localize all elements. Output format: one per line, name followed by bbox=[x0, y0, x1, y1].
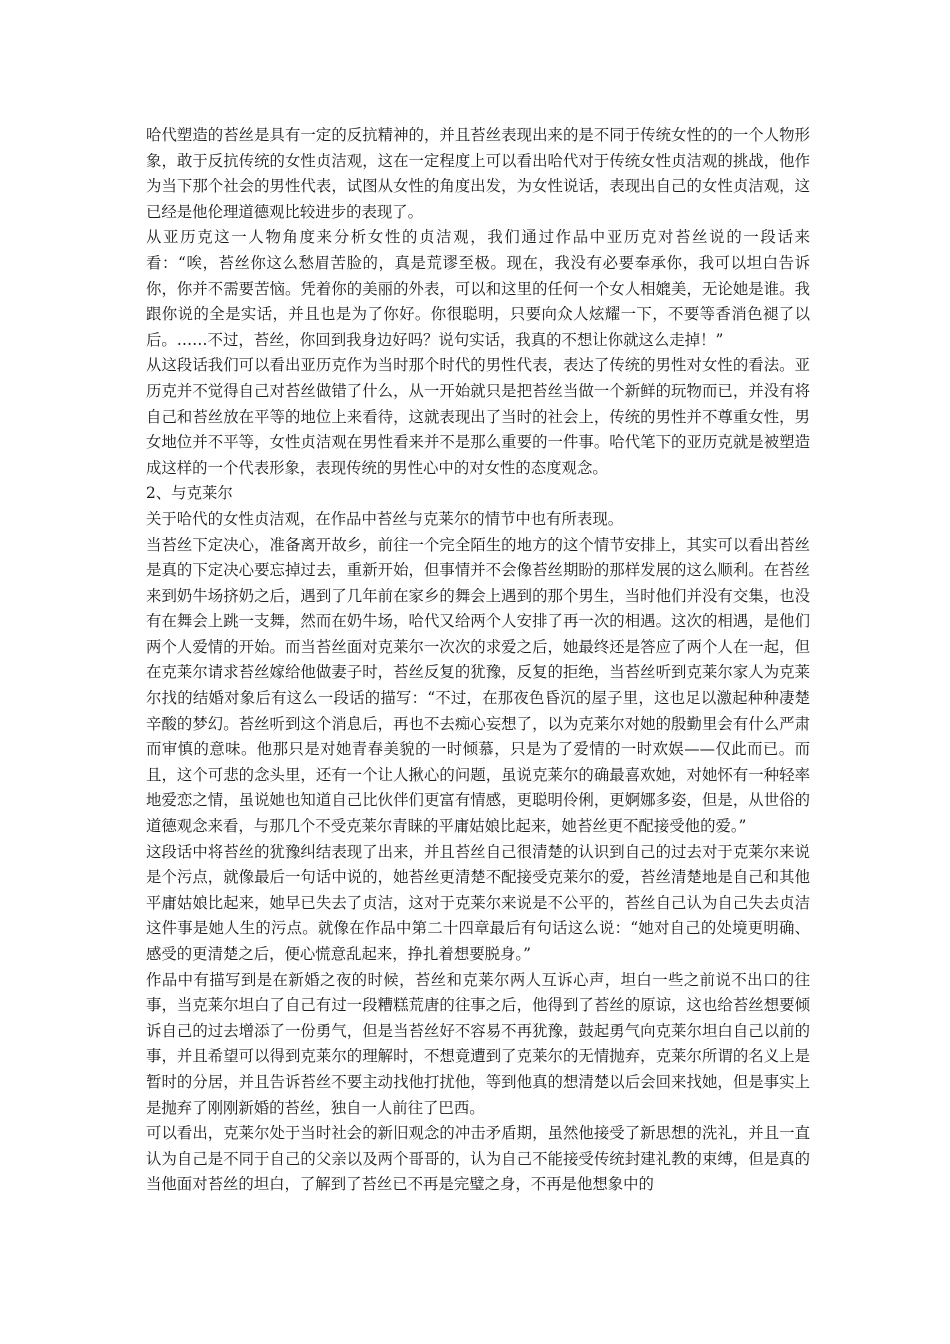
paragraph-tess-leaves-home: 当苔丝下定决心，准备离开故乡，前往一个完全陌生的地方的这个情节安排上，其实可以看出苔丝是真的下定决心要忘掉过去，重新开始，但事情并不会像苔丝期盼的那样发展的这么顺利。在苔丝来到奶牛场挤奶之后，遇到了几年前在家乡的舞会上遇到的那个男生，当时他们并没有交集，也没有在舞会上跳一支舞，然而在奶牛场，哈代又给两个人安排了再一次的相遇。这次的相遇，是他们两个人爱情的开始。而当苔丝面对克莱尔一次次的求爱之后，她最终还是答应了两个人在一起，但在克莱尔请求苔丝嫁给他做妻子时，苔丝反复的犹豫，反复的拒绝，当苔丝听到克莱尔家人为克莱尔找的结婚对象后有这么一段话的描写：“不过，在那夜色昏沉的屋子里，这也足以激起种种凄楚辛酸的梦幻。苔丝听到这个消息后，再也不去痴心妄想了，以为克莱尔对她的殷勤里会有什么严肃而审慎的意味。他那只是对她青春美貌的一时倾慕，只是为了爱情的一时欢娱——仅此而已。而且，这个可悲的念头里，还有一个让人揪心的问题，虽说克莱尔的确最喜欢她，对她怀有一种轻率地爱恋之情，虽说她也知道自己比伙伴们更富有情感，更聪明伶俐，更婀娜多姿，但是，从世俗的道德观念来看，与那几个不受克莱尔青睐的平庸姑娘比起来，她苔丝更不配接受他的爱。” bbox=[146, 535, 810, 836]
paragraph-clare-intro: 关于哈代的女性贞洁观，在作品中苔丝与克莱尔的情节中也有所表现。 bbox=[146, 509, 624, 528]
paragraph-tess-hesitation: 这段话中将苔丝的犹豫纠结表现了出来，并且苔丝自己很清楚的认识到自己的过去对于克莱尔来说是个污点，就像最后一句话中说的，她苔丝更清楚不配接受克莱尔的爱，苔丝清楚地是自己和其他平庸姑娘比起来，她早已失去了贞洁，这对于克莱尔来说是不公平的，苔丝自己认为自己失去贞洁这件事是她人生的污点。就像在作品中第二十四章最后有句话这么说：“她对自己的处境更明确、感受的更清楚之后，便心慌意乱起来，挣扎着想要脱身。” bbox=[146, 842, 810, 963]
paragraph-alec-speech: 从亚历克这一人物角度来分析女性的贞洁观，我们通过作品中亚历克对苔丝说的一段话来看：“唉，苔丝你这么愁眉苦脸的，真是荒谬至极。现在，我没有必要奉承你，我可以坦白告诉你，你并不需要苦恼。凭着你的美丽的外表，可以和这里的任何一个女人相媲美，无论她是谁。我跟你说的全是实话，并且也是为了你好。你很聪明，只要向众人炫耀一下，不要等香消色褪了以后。……不过，苔丝，你回到我身边好吗？说句实话，我真的不想让你就这么走掉！” bbox=[146, 228, 810, 349]
paragraph-hardy-tess-rebellion: 哈代塑造的苔丝是具有一定的反抗精神的，并且苔丝表现出来的是不同于传统女性的的一个人物形象，敢于反抗传统的女性贞洁观，这在一定程度上可以看出哈代对于传统女性贞洁观的挑战，他作为当下那个社会的男性代表，试图从女性的角度出发，为女性说话，表现出自己的女性贞洁观，这已经是他伦理道德观比较进步的表现了。 bbox=[146, 126, 810, 221]
paragraph-alec-analysis: 从这段话我们可以看出亚历克作为当时那个时代的男性代表，表达了传统的男性对女性的看法。亚历克并不觉得自己对苔丝做错了什么，从一开始就只是把苔丝当做一个新鲜的玩物而已，并没有将自己和苔丝放在平等的地位上来看待，这就表现出了当时的社会上，传统的男性并不尊重女性，男女地位并不平等，女性贞洁观在男性看来并不是那么重要的一件事。哈代笔下的亚历克就是被塑造成这样的一个代表形象，表现传统的男性心中的对女性的态度观念。 bbox=[146, 356, 810, 477]
document-body bbox=[146, 123, 810, 1198]
section-heading-with-clare: 2、与克莱尔 bbox=[146, 484, 233, 503]
paragraph-clare-conflict: 可以看出，克莱尔处于当时社会的新旧观念的冲击矛盾期，虽然他接受了新思想的洗礼，并且一直认为自己是不同于自己的父亲以及两个哥哥的，认为自己不能接受传统封建礼教的束缚，但是真的当他面对苔丝的坦白，了解到了苔丝已不再是完璧之身，不再是他想象中的 bbox=[146, 1124, 810, 1194]
paragraph-wedding-night: 作品中有描写到是在新婚之夜的时候，苔丝和克莱尔两人互诉心声，坦白一些之前说不出口的往事，当克莱尔坦白了自己有过一段糟糕荒唐的往事之后，他得到了苔丝的原谅，这也给苔丝想要倾诉自己的过去增添了一份勇气，但是当苔丝好不容易不再犹豫，鼓起勇气向克莱尔坦白自己以前的事，并且希望可以得到克莱尔的理解时，不想竟遭到了克莱尔的无情抛弃，克莱尔所谓的名义上是暂时的分居，并且告诉苔丝不要主动找他打扰他，等到他真的想清楚以后会回来找她，但是事实上是抛弃了刚刚新婚的苔丝，独自一人前往了巴西。 bbox=[146, 970, 810, 1117]
